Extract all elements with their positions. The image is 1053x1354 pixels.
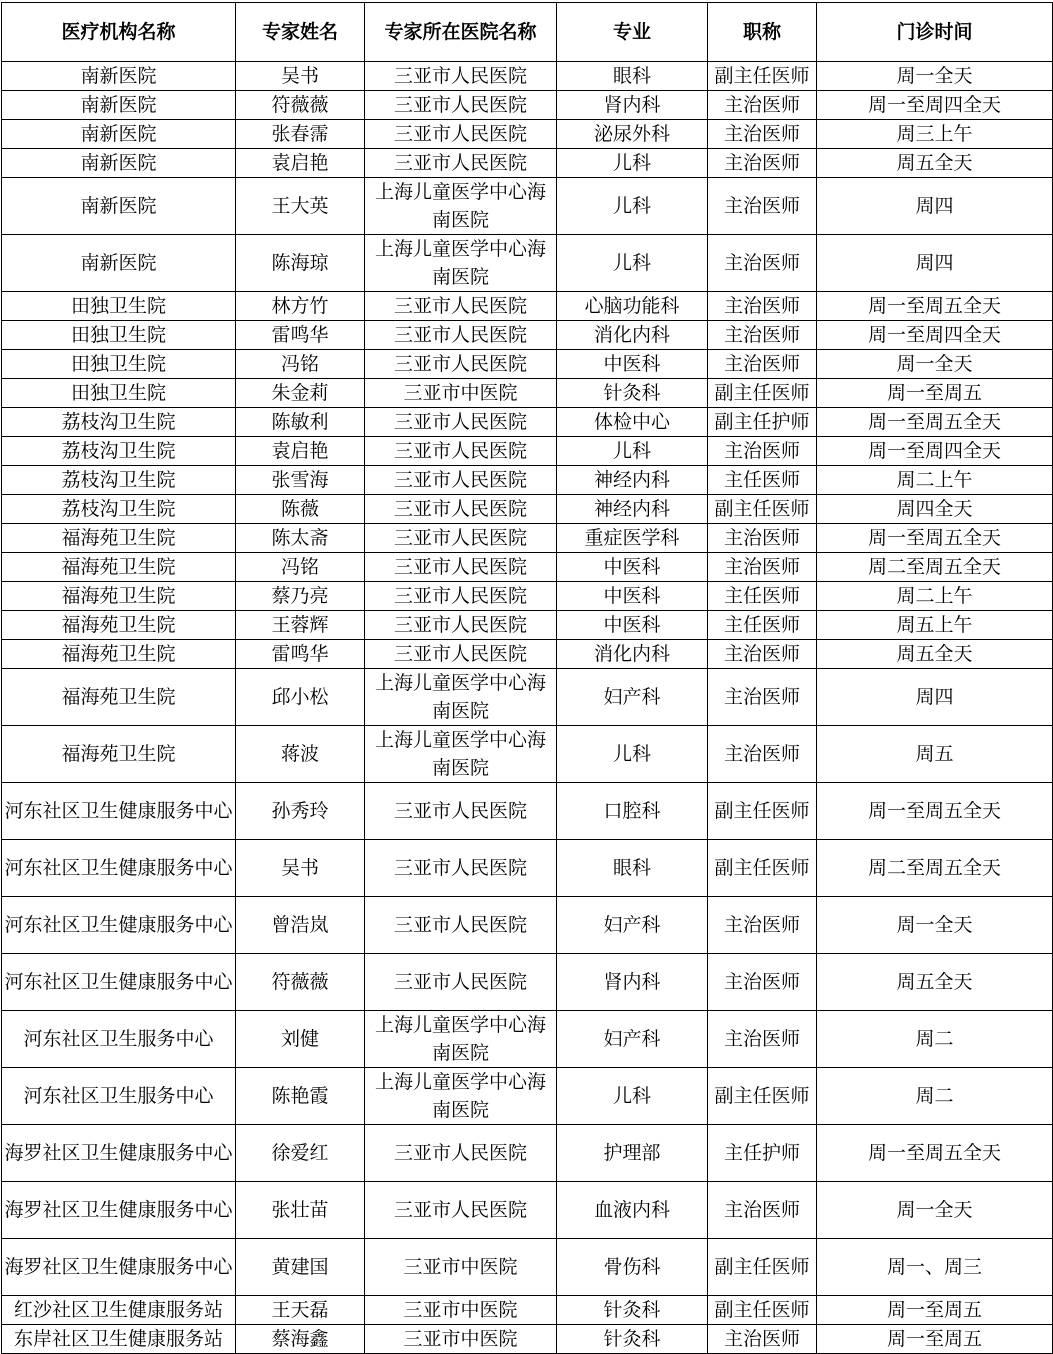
cell-title: 主治医师 <box>708 726 817 783</box>
cell-expert-hospital: 三亚市人民医院 <box>365 840 557 897</box>
cell-expert-name: 陈艳霞 <box>236 1068 365 1125</box>
cell-expert-name: 张壮苗 <box>236 1182 365 1239</box>
cell-title: 主治医师 <box>708 524 817 553</box>
cell-title: 主治医师 <box>708 1182 817 1239</box>
cell-specialty: 骨伤科 <box>557 1239 708 1296</box>
cell-clinic-time: 周二 <box>817 1068 1053 1125</box>
cell-clinic-time: 周四 <box>817 235 1053 292</box>
cell-specialty: 眼科 <box>557 840 708 897</box>
table-row <box>2 954 1053 1011</box>
cell-expert-hospital: 三亚市人民医院 <box>365 897 557 954</box>
cell-specialty: 中医科 <box>557 553 708 582</box>
cell-institution: 海罗社区卫生健康服务中心 <box>2 1125 236 1182</box>
cell-title: 副主任医师 <box>708 840 817 897</box>
table-row <box>2 178 1053 235</box>
cell-institution: 河东社区卫生服务中心 <box>2 1011 236 1068</box>
cell-expert-hospital: 三亚市中医院 <box>365 1239 557 1296</box>
cell-clinic-time: 周一全天 <box>817 897 1053 954</box>
table-row <box>2 726 1053 783</box>
header-title: 职称 <box>708 3 817 62</box>
cell-institution: 海罗社区卫生健康服务中心 <box>2 1182 236 1239</box>
cell-title: 主治医师 <box>708 437 817 466</box>
cell-institution: 河东社区卫生服务中心 <box>2 1068 236 1125</box>
cell-clinic-time: 周四 <box>817 178 1053 235</box>
cell-specialty: 血液内科 <box>557 1182 708 1239</box>
table-row <box>2 350 1053 379</box>
cell-expert-hospital: 三亚市中医院 <box>365 379 557 408</box>
table-row <box>2 524 1053 553</box>
cell-institution: 南新医院 <box>2 120 236 149</box>
cell-specialty: 妇产科 <box>557 897 708 954</box>
cell-specialty: 护理部 <box>557 1125 708 1182</box>
cell-title: 主治医师 <box>708 954 817 1011</box>
cell-expert-name: 徐爱红 <box>236 1125 365 1182</box>
cell-clinic-time: 周五 <box>817 726 1053 783</box>
cell-clinic-time: 周一至周四全天 <box>817 91 1053 120</box>
cell-clinic-time: 周三上午 <box>817 120 1053 149</box>
cell-title: 主治医师 <box>708 235 817 292</box>
table-row <box>2 669 1053 726</box>
cell-title: 副主任医师 <box>708 379 817 408</box>
table-row <box>2 1068 1053 1125</box>
cell-clinic-time: 周二 <box>817 1011 1053 1068</box>
cell-expert-hospital: 三亚市人民医院 <box>365 437 557 466</box>
cell-clinic-time: 周四 <box>817 669 1053 726</box>
cell-institution: 田独卫生院 <box>2 321 236 350</box>
cell-expert-hospital: 三亚市人民医院 <box>365 350 557 379</box>
table-row <box>2 1125 1053 1182</box>
table-row <box>2 611 1053 640</box>
cell-title: 主治医师 <box>708 149 817 178</box>
table-row <box>2 1182 1053 1239</box>
cell-institution: 河东社区卫生健康服务中心 <box>2 840 236 897</box>
cell-expert-name: 王蓉辉 <box>236 611 365 640</box>
cell-expert-hospital: 三亚市人民医院 <box>365 582 557 611</box>
cell-specialty: 神经内科 <box>557 495 708 524</box>
cell-expert-hospital: 三亚市人民医院 <box>365 640 557 669</box>
cell-title: 副主任医师 <box>708 495 817 524</box>
cell-title: 副主任护师 <box>708 408 817 437</box>
cell-specialty: 心脑功能科 <box>557 292 708 321</box>
cell-expert-hospital: 三亚市人民医院 <box>365 1125 557 1182</box>
table-row <box>2 1239 1053 1296</box>
cell-clinic-time: 周二上午 <box>817 466 1053 495</box>
table-row <box>2 408 1053 437</box>
cell-title: 主治医师 <box>708 178 817 235</box>
clinic-schedule-table <box>1 2 1053 1354</box>
table-row <box>2 783 1053 840</box>
cell-expert-hospital: 三亚市人民医院 <box>365 524 557 553</box>
cell-clinic-time: 周一至周四全天 <box>817 437 1053 466</box>
cell-clinic-time: 周五全天 <box>817 640 1053 669</box>
cell-specialty: 中医科 <box>557 582 708 611</box>
cell-expert-name: 黄建国 <box>236 1239 365 1296</box>
cell-expert-hospital: 上海儿童医学中心海南医院 <box>365 235 557 292</box>
cell-specialty: 神经内科 <box>557 466 708 495</box>
cell-institution: 荔枝沟卫生院 <box>2 408 236 437</box>
cell-title: 副主任医师 <box>708 62 817 91</box>
cell-institution: 田独卫生院 <box>2 350 236 379</box>
table-row <box>2 321 1053 350</box>
cell-expert-hospital: 三亚市人民医院 <box>365 495 557 524</box>
cell-institution: 南新医院 <box>2 62 236 91</box>
cell-specialty: 针灸科 <box>557 1296 708 1325</box>
header-specialty: 专业 <box>557 3 708 62</box>
cell-clinic-time: 周一至周五全天 <box>817 292 1053 321</box>
cell-institution: 南新医院 <box>2 91 236 120</box>
cell-expert-name: 袁启艳 <box>236 437 365 466</box>
cell-clinic-time: 周一至周五全天 <box>817 783 1053 840</box>
cell-expert-name: 符薇薇 <box>236 954 365 1011</box>
cell-title: 副主任医师 <box>708 783 817 840</box>
cell-expert-name: 符薇薇 <box>236 91 365 120</box>
table-row <box>2 437 1053 466</box>
cell-specialty: 消化内科 <box>557 321 708 350</box>
cell-specialty: 妇产科 <box>557 1011 708 1068</box>
cell-institution: 福海苑卫生院 <box>2 640 236 669</box>
header-clinic-time: 门诊时间 <box>817 3 1053 62</box>
cell-institution: 河东社区卫生健康服务中心 <box>2 954 236 1011</box>
cell-expert-hospital: 三亚市人民医院 <box>365 408 557 437</box>
cell-clinic-time: 周一全天 <box>817 1182 1053 1239</box>
cell-specialty: 眼科 <box>557 62 708 91</box>
cell-specialty: 肾内科 <box>557 954 708 1011</box>
cell-title: 主治医师 <box>708 1325 817 1354</box>
table-row <box>2 1011 1053 1068</box>
cell-institution: 南新医院 <box>2 235 236 292</box>
cell-expert-name: 蔡乃亮 <box>236 582 365 611</box>
header-institution: 医疗机构名称 <box>2 3 236 62</box>
cell-expert-name: 王大英 <box>236 178 365 235</box>
cell-clinic-time: 周一至周五全天 <box>817 524 1053 553</box>
cell-specialty: 重症医学科 <box>557 524 708 553</box>
cell-title: 主治医师 <box>708 1011 817 1068</box>
cell-institution: 福海苑卫生院 <box>2 669 236 726</box>
cell-clinic-time: 周一至周四全天 <box>817 321 1053 350</box>
cell-title: 主任医师 <box>708 466 817 495</box>
cell-title: 主任医师 <box>708 611 817 640</box>
cell-specialty: 儿科 <box>557 235 708 292</box>
cell-expert-hospital: 三亚市中医院 <box>365 1296 557 1325</box>
table-row <box>2 91 1053 120</box>
cell-specialty: 针灸科 <box>557 379 708 408</box>
cell-expert-name: 孙秀玲 <box>236 783 365 840</box>
cell-clinic-time: 周一至周五 <box>817 379 1053 408</box>
cell-expert-hospital: 三亚市人民医院 <box>365 954 557 1011</box>
cell-clinic-time: 周四全天 <box>817 495 1053 524</box>
cell-expert-hospital: 上海儿童医学中心海南医院 <box>365 1068 557 1125</box>
cell-title: 副主任医师 <box>708 1239 817 1296</box>
cell-specialty: 中医科 <box>557 611 708 640</box>
cell-expert-name: 蔡海鑫 <box>236 1325 365 1354</box>
table-row <box>2 149 1053 178</box>
cell-expert-name: 林方竹 <box>236 292 365 321</box>
cell-expert-name: 朱金莉 <box>236 379 365 408</box>
cell-clinic-time: 周一至周五全天 <box>817 1125 1053 1182</box>
table-row <box>2 62 1053 91</box>
cell-title: 主治医师 <box>708 669 817 726</box>
cell-institution: 红沙社区卫生健康服务站 <box>2 1296 236 1325</box>
header-expert-hospital: 专家所在医院名称 <box>365 3 557 62</box>
cell-title: 主治医师 <box>708 292 817 321</box>
cell-expert-name: 王天磊 <box>236 1296 365 1325</box>
cell-clinic-time: 周二上午 <box>817 582 1053 611</box>
table-row <box>2 553 1053 582</box>
cell-expert-hospital: 三亚市人民医院 <box>365 91 557 120</box>
cell-clinic-time: 周一、周三 <box>817 1239 1053 1296</box>
cell-expert-hospital: 三亚市人民医院 <box>365 1182 557 1239</box>
cell-expert-hospital: 三亚市人民医院 <box>365 292 557 321</box>
cell-specialty: 泌尿外科 <box>557 120 708 149</box>
cell-expert-hospital: 三亚市人民医院 <box>365 553 557 582</box>
cell-title: 主治医师 <box>708 91 817 120</box>
cell-institution: 东岸社区卫生健康服务站 <box>2 1325 236 1354</box>
cell-expert-name: 刘健 <box>236 1011 365 1068</box>
cell-expert-name: 邱小松 <box>236 669 365 726</box>
cell-expert-hospital: 上海儿童医学中心海南医院 <box>365 669 557 726</box>
cell-specialty: 体检中心 <box>557 408 708 437</box>
cell-expert-hospital: 三亚市人民医院 <box>365 466 557 495</box>
cell-institution: 海罗社区卫生健康服务中心 <box>2 1239 236 1296</box>
cell-expert-hospital: 三亚市人民医院 <box>365 120 557 149</box>
cell-clinic-time: 周二至周五全天 <box>817 553 1053 582</box>
table-row <box>2 1325 1053 1354</box>
cell-specialty: 口腔科 <box>557 783 708 840</box>
cell-institution: 福海苑卫生院 <box>2 524 236 553</box>
cell-institution: 福海苑卫生院 <box>2 611 236 640</box>
cell-institution: 福海苑卫生院 <box>2 582 236 611</box>
cell-expert-hospital: 上海儿童医学中心海南医院 <box>365 1011 557 1068</box>
table-row <box>2 840 1053 897</box>
cell-title: 主任医师 <box>708 582 817 611</box>
cell-expert-name: 雷鸣华 <box>236 321 365 350</box>
table-row <box>2 582 1053 611</box>
header-row <box>2 3 1053 62</box>
cell-clinic-time: 周五全天 <box>817 954 1053 1011</box>
cell-specialty: 针灸科 <box>557 1325 708 1354</box>
table-row <box>2 495 1053 524</box>
cell-institution: 福海苑卫生院 <box>2 553 236 582</box>
cell-institution: 河东社区卫生健康服务中心 <box>2 897 236 954</box>
cell-specialty: 儿科 <box>557 437 708 466</box>
table-row <box>2 1296 1053 1325</box>
cell-clinic-time: 周一至周五 <box>817 1325 1053 1354</box>
table-row <box>2 897 1053 954</box>
cell-specialty: 消化内科 <box>557 640 708 669</box>
cell-expert-name: 冯铭 <box>236 553 365 582</box>
cell-expert-hospital: 三亚市人民医院 <box>365 149 557 178</box>
cell-institution: 福海苑卫生院 <box>2 726 236 783</box>
cell-expert-hospital: 上海儿童医学中心海南医院 <box>365 178 557 235</box>
cell-institution: 田独卫生院 <box>2 379 236 408</box>
cell-clinic-time: 周一至周五 <box>817 1296 1053 1325</box>
cell-institution: 南新医院 <box>2 178 236 235</box>
cell-expert-hospital: 三亚市人民医院 <box>365 611 557 640</box>
table-row <box>2 640 1053 669</box>
cell-expert-name: 曾浩岚 <box>236 897 365 954</box>
cell-expert-name: 陈海琼 <box>236 235 365 292</box>
cell-expert-hospital: 三亚市人民医院 <box>365 62 557 91</box>
table-header <box>2 3 1053 62</box>
cell-expert-hospital: 上海儿童医学中心海南医院 <box>365 726 557 783</box>
cell-title: 主任护师 <box>708 1125 817 1182</box>
cell-institution: 荔枝沟卫生院 <box>2 495 236 524</box>
cell-expert-name: 吴书 <box>236 62 365 91</box>
cell-specialty: 中医科 <box>557 350 708 379</box>
cell-specialty: 儿科 <box>557 726 708 783</box>
table-row <box>2 292 1053 321</box>
cell-expert-name: 袁启艳 <box>236 149 365 178</box>
cell-title: 副主任医师 <box>708 1068 817 1125</box>
cell-clinic-time: 周五全天 <box>817 149 1053 178</box>
cell-clinic-time: 周一全天 <box>817 62 1053 91</box>
cell-expert-name: 张雪海 <box>236 466 365 495</box>
cell-title: 主治医师 <box>708 640 817 669</box>
cell-title: 主治医师 <box>708 321 817 350</box>
cell-clinic-time: 周一全天 <box>817 350 1053 379</box>
cell-expert-name: 张春霈 <box>236 120 365 149</box>
cell-specialty: 儿科 <box>557 178 708 235</box>
cell-expert-name: 陈敏利 <box>236 408 365 437</box>
cell-expert-name: 雷鸣华 <box>236 640 365 669</box>
cell-specialty: 儿科 <box>557 1068 708 1125</box>
cell-institution: 荔枝沟卫生院 <box>2 437 236 466</box>
header-expert-name: 专家姓名 <box>236 3 365 62</box>
cell-title: 主治医师 <box>708 350 817 379</box>
cell-title: 主治医师 <box>708 120 817 149</box>
cell-institution: 河东社区卫生健康服务中心 <box>2 783 236 840</box>
cell-expert-hospital: 三亚市中医院 <box>365 1325 557 1354</box>
cell-institution: 荔枝沟卫生院 <box>2 466 236 495</box>
table-row <box>2 466 1053 495</box>
table-body <box>2 62 1053 1354</box>
cell-specialty: 儿科 <box>557 149 708 178</box>
table-row <box>2 235 1053 292</box>
cell-title: 主治医师 <box>708 553 817 582</box>
cell-specialty: 妇产科 <box>557 669 708 726</box>
cell-title: 副主任医师 <box>708 1296 817 1325</box>
cell-expert-hospital: 三亚市人民医院 <box>365 783 557 840</box>
cell-institution: 田独卫生院 <box>2 292 236 321</box>
cell-expert-name: 陈薇 <box>236 495 365 524</box>
cell-title: 主治医师 <box>708 897 817 954</box>
table-row <box>2 379 1053 408</box>
cell-expert-name: 冯铭 <box>236 350 365 379</box>
cell-specialty: 肾内科 <box>557 91 708 120</box>
table-row <box>2 120 1053 149</box>
cell-institution: 南新医院 <box>2 149 236 178</box>
cell-expert-name: 吴书 <box>236 840 365 897</box>
cell-expert-name: 陈太斋 <box>236 524 365 553</box>
cell-clinic-time: 周二至周五全天 <box>817 840 1053 897</box>
cell-clinic-time: 周一至周五全天 <box>817 408 1053 437</box>
cell-expert-hospital: 三亚市人民医院 <box>365 321 557 350</box>
cell-clinic-time: 周五上午 <box>817 611 1053 640</box>
cell-expert-name: 蒋波 <box>236 726 365 783</box>
